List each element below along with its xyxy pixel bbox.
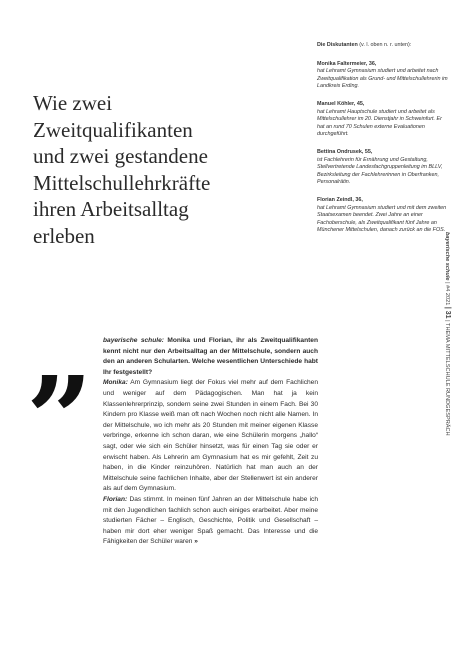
- headline: [33, 90, 293, 249]
- lead-question: Monika und Florian, ihr als Zweitqualifikanten kennt nicht nur den Arbeitsalltag an der Mittelschule, sondern auch den an anderen Schularten. Welche wesentlichen Unterschiede habt Ihr festgestellt?: [103, 337, 318, 376]
- discussants-panel: [317, 42, 449, 245]
- article-source: bayerische schule:: [103, 337, 164, 344]
- article-body: [103, 336, 318, 548]
- paragraph: [103, 495, 318, 548]
- discussant: [317, 101, 449, 139]
- article-lead: [103, 336, 318, 378]
- discussant-name: Monika Faltermeier, 36,: [317, 60, 377, 67]
- discussant: [317, 61, 449, 91]
- paragraph: [103, 378, 318, 495]
- discussant: [317, 149, 449, 187]
- quote-mark-icon: ”: [26, 352, 87, 488]
- paragraph-text: Das stimmt. In meinen fünf Jahren an der Mittelschule habe ich mit den Jugendlichen fachlich schon auch einiges erarbeitet. Aber meine studierten Fächer – Englisch, Geschichte, Politik und Gesellschaft – haben mir dort eher weniger Spaß gemacht. Das Interesse und die Fähigkeiten der Schüler waren: [103, 495, 318, 546]
- discussants-title: Die Diskutanten: [317, 42, 358, 48]
- headline-line: ihren Arbeitsalltag: [33, 197, 189, 221]
- page-number: | 31: [444, 306, 451, 319]
- issue-label: | #4 2021: [444, 282, 450, 306]
- discussant-bio: hat Lehramt Gymnasium studiert und mit dem zweiten Staatsexamen beendet. Zwei Jahre an einer Fachoberschule, als Zweitqualifikant fünf Jahre an Münchener Mittelschulen, danach zurück an die FOS.: [317, 204, 447, 234]
- speaker-label: Florian:: [103, 495, 128, 503]
- section-label: | THEMA MITTELSCHULE RUNDGESPRÄCH: [444, 320, 450, 436]
- brand-label: bayerische schule: [444, 232, 450, 281]
- headline-line: erleben: [33, 223, 95, 248]
- discussant-name: Manuel Köhler, 45,: [317, 100, 365, 107]
- headline-line: und zwei gestandene: [33, 144, 208, 168]
- discussant-bio: ist Fachlehrerin für Ernährung und Gestaltung, Stellvertretende Landesfachgruppenleitung im BLLV, Bezirksleitung der Fachlehrerinnen in Oberfranken, Personalrätin.: [317, 156, 443, 186]
- headline-line: Mittelschullehrkräfte: [33, 170, 211, 195]
- discussant: [317, 197, 449, 235]
- discussants-note: (v. l. oben n. r. unten):: [359, 42, 412, 48]
- headline-line: Zweitqualifikanten: [33, 117, 193, 142]
- speaker-label: Monika:: [103, 379, 128, 387]
- discussant-bio: hat Lehramt Gymnasium studiert und arbeitet nach Zweitqualifikation als Grund- und Mittelschullehrerin im Landkreis Erding.: [317, 68, 448, 90]
- vertical-running-head: [442, 232, 452, 436]
- paragraph-text: Am Gymnasium liegt der Fokus viel mehr auf dem Fachlichen und weniger auf dem Pädagogischen. Man hat ja kein Klassenlehrerprinzip, sondern seine zwei Stunden in einem Fach. Bei 30 Kindern pro Klasse weiß man oft nach Wochen noch nicht alle Namen. In der Mittelschule, wo ich mehr als 20 Stunden mit meiner eigenen Klasse verbringe, erkenne ich schon daran, wie eine Schülerin morgens „hallo“ sagt, oder wie sich ein Schüler hinsetzt, was für einen Tag sie oder er erwischt haben. Als Lehrerin am Gymnasium hat es mir gefehlt, Zeit zu haben, in die Kinder reinzuhören. Natürlich hat man auch an der Mittelschule seine fachlichen Inhalte, aber der Stellenwert ist ein anderer als auf dem Gymnasium.: [103, 379, 319, 493]
- discussants-heading: [317, 42, 449, 50]
- headline-line: Wie zwei: [33, 91, 113, 115]
- continue-arrow: »: [194, 538, 198, 546]
- discussant-name: Florian Zeindl, 36,: [317, 196, 363, 203]
- discussant-bio: hat Lehramt Hauptschule studiert und arbeitet als Mittelschullehrer im 20. Dienstjahr in Schweinfurt. Er hat an rund 70 Schulen externe Evaluationen durchgeführt.: [317, 108, 442, 138]
- discussant-name: Bettina Ondrusek, 55,: [317, 148, 373, 155]
